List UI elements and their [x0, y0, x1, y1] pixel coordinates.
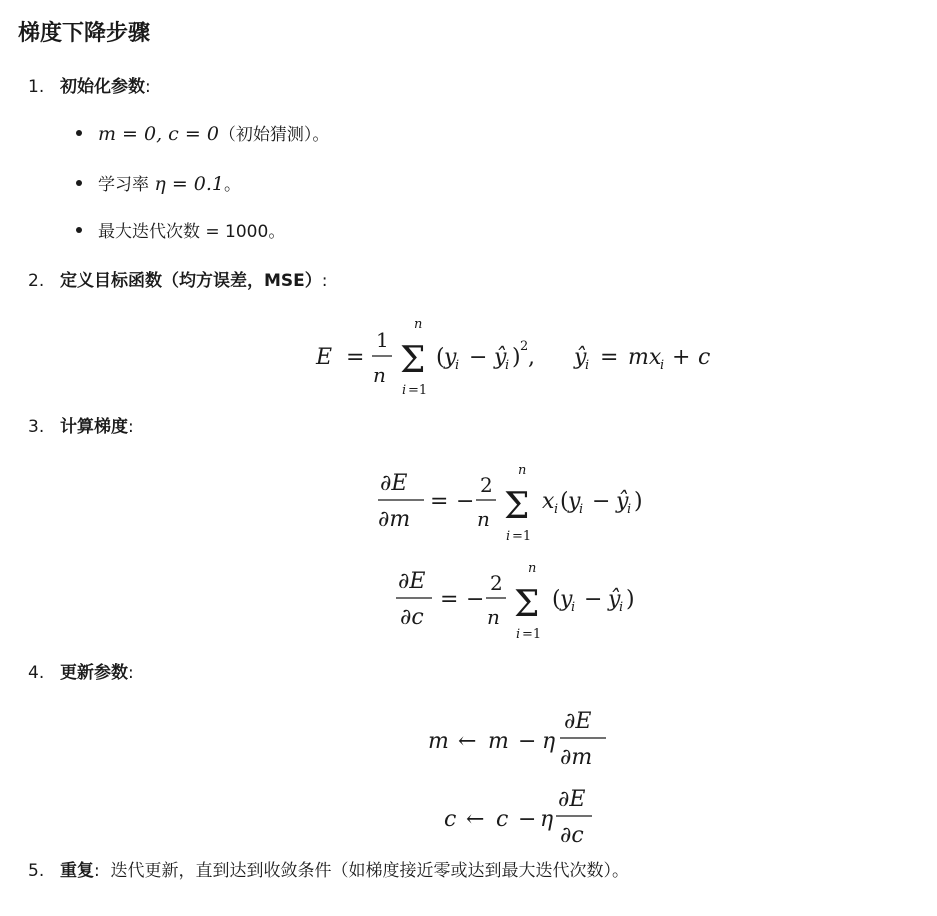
step-number: 1. — [28, 77, 45, 97]
svg-text:2: 2 — [520, 339, 529, 354]
step-title: 初始化参数 — [60, 77, 145, 97]
svg-text:2: 2 — [490, 571, 503, 595]
svg-text:i: i — [585, 358, 590, 373]
svg-text:−: − — [456, 489, 475, 514]
svg-text:=1: =1 — [408, 383, 428, 398]
svg-text:=: = — [600, 345, 619, 370]
svg-text:∂E: ∂E — [398, 569, 426, 594]
formula-mse — [310, 312, 730, 402]
svg-text:n: n — [487, 605, 500, 629]
math-inline: η = 0.1 — [154, 173, 225, 195]
step-4: 4. 更新参数: — [28, 660, 134, 686]
svg-text:i: i — [455, 358, 460, 373]
svg-text:i: i — [619, 600, 624, 615]
formula-update-c — [440, 784, 610, 850]
step-number: 4. — [28, 663, 45, 683]
svg-text:1: 1 — [376, 328, 389, 352]
svg-text:i: i — [554, 502, 559, 517]
svg-text:(: ( — [560, 489, 569, 514]
svg-text:−: − — [518, 729, 537, 754]
step-1: 1. 初始化参数: — [28, 74, 151, 100]
svg-text:ŷ: ŷ — [574, 345, 587, 370]
svg-text:∂c: ∂c — [400, 605, 424, 630]
svg-text:i: i — [660, 358, 665, 373]
svg-text:x: x — [542, 489, 555, 514]
svg-text:,: , — [528, 345, 535, 370]
step-number: 3. — [28, 417, 45, 437]
step-title: 计算梯度 — [60, 417, 128, 437]
svg-text:y: y — [560, 587, 573, 612]
svg-text:i: i — [571, 600, 576, 615]
formula-gradient-c — [392, 560, 662, 644]
svg-text:=: = — [430, 489, 449, 514]
svg-text:−: − — [469, 345, 488, 370]
svg-text:c: c — [496, 807, 509, 832]
svg-text:(: ( — [436, 345, 445, 370]
formula-update-m — [424, 706, 624, 772]
svg-text:←: ← — [466, 807, 485, 832]
svg-text:∂E: ∂E — [564, 709, 592, 734]
svg-text:n: n — [414, 317, 423, 332]
svg-text:+: + — [672, 345, 691, 370]
svg-text:n: n — [373, 363, 386, 387]
svg-text:ŷ: ŷ — [608, 587, 621, 612]
svg-text:i: i — [579, 502, 584, 517]
svg-text:y: y — [568, 489, 581, 514]
step-text: 迭代更新，直到达到收敛条件（如梯度接近零或达到最大迭代次数）。 — [110, 861, 630, 881]
svg-text:i: i — [402, 383, 407, 398]
svg-text:c: c — [698, 345, 711, 370]
svg-text:m: m — [488, 729, 509, 754]
step-number: 5. — [28, 861, 45, 881]
svg-text:i: i — [505, 358, 510, 373]
svg-text:n: n — [518, 463, 527, 478]
list-item — [76, 170, 241, 199]
svg-text:η: η — [540, 807, 554, 832]
svg-text:=1: =1 — [522, 627, 542, 642]
step-number: 2. — [28, 271, 45, 291]
bullet-text: 。 — [224, 175, 242, 195]
svg-text:ŷ: ŷ — [616, 489, 629, 514]
svg-text:i: i — [506, 529, 511, 544]
svg-text:=: = — [440, 587, 459, 612]
math-inline: m = 0, c = 0 — [98, 123, 219, 145]
svg-text:): ) — [634, 489, 643, 514]
svg-text:∂E: ∂E — [558, 787, 586, 812]
step-3: 3. 计算梯度: — [28, 414, 134, 440]
bullet-icon — [76, 180, 82, 186]
bullet-text: 最大迭代次数 = 1000。 — [98, 222, 286, 242]
svg-text:): ) — [512, 345, 521, 370]
page-title: 梯度下降步骤 — [18, 21, 151, 46]
svg-text:∂m: ∂m — [560, 745, 593, 770]
svg-text:−: − — [518, 807, 537, 832]
svg-text:=: = — [346, 345, 365, 370]
svg-text:←: ← — [458, 729, 477, 754]
svg-text:n: n — [528, 561, 537, 576]
step-title: 重复 — [60, 861, 94, 881]
svg-text:∂m: ∂m — [378, 507, 411, 532]
svg-text:y: y — [444, 345, 457, 370]
step-2: 2. 定义目标函数（均方误差，MSE）: — [28, 268, 328, 294]
svg-text:ŷ: ŷ — [494, 345, 507, 370]
formula-gradient-m — [372, 462, 672, 546]
list-item — [76, 120, 329, 149]
svg-text:i: i — [627, 502, 632, 517]
bullet-text: 学习率 — [98, 175, 155, 195]
list-item — [76, 218, 285, 246]
step-title: 更新参数 — [60, 663, 128, 683]
svg-text:∂c: ∂c — [560, 823, 584, 848]
svg-text:2: 2 — [480, 473, 493, 497]
svg-text:mx: mx — [628, 345, 662, 370]
svg-text:η: η — [542, 729, 556, 754]
svg-text:∂E: ∂E — [380, 471, 408, 496]
svg-text:Σ: Σ — [514, 584, 540, 625]
svg-text:Σ: Σ — [400, 340, 426, 381]
svg-text:c: c — [444, 807, 457, 832]
svg-text:E: E — [316, 345, 333, 370]
step-5: 5. 重复: 迭代更新，直到达到收敛条件（如梯度接近零或达到最大迭代次数）。 — [28, 858, 629, 884]
svg-text:−: − — [584, 587, 603, 612]
svg-text:(: ( — [552, 587, 561, 612]
bullet-text: （初始猜测）。 — [218, 125, 330, 145]
svg-text:i: i — [516, 627, 521, 642]
svg-text:Σ: Σ — [504, 486, 530, 527]
svg-text:n: n — [477, 507, 490, 531]
svg-text:−: − — [592, 489, 611, 514]
svg-text:m: m — [428, 729, 449, 754]
svg-text:−: − — [466, 587, 485, 612]
bullet-icon — [76, 130, 82, 136]
bullet-icon — [76, 227, 82, 233]
svg-text:=1: =1 — [512, 529, 532, 544]
svg-text:): ) — [626, 587, 635, 612]
step-title: 定义目标函数（均方误差，MSE） — [60, 271, 322, 291]
